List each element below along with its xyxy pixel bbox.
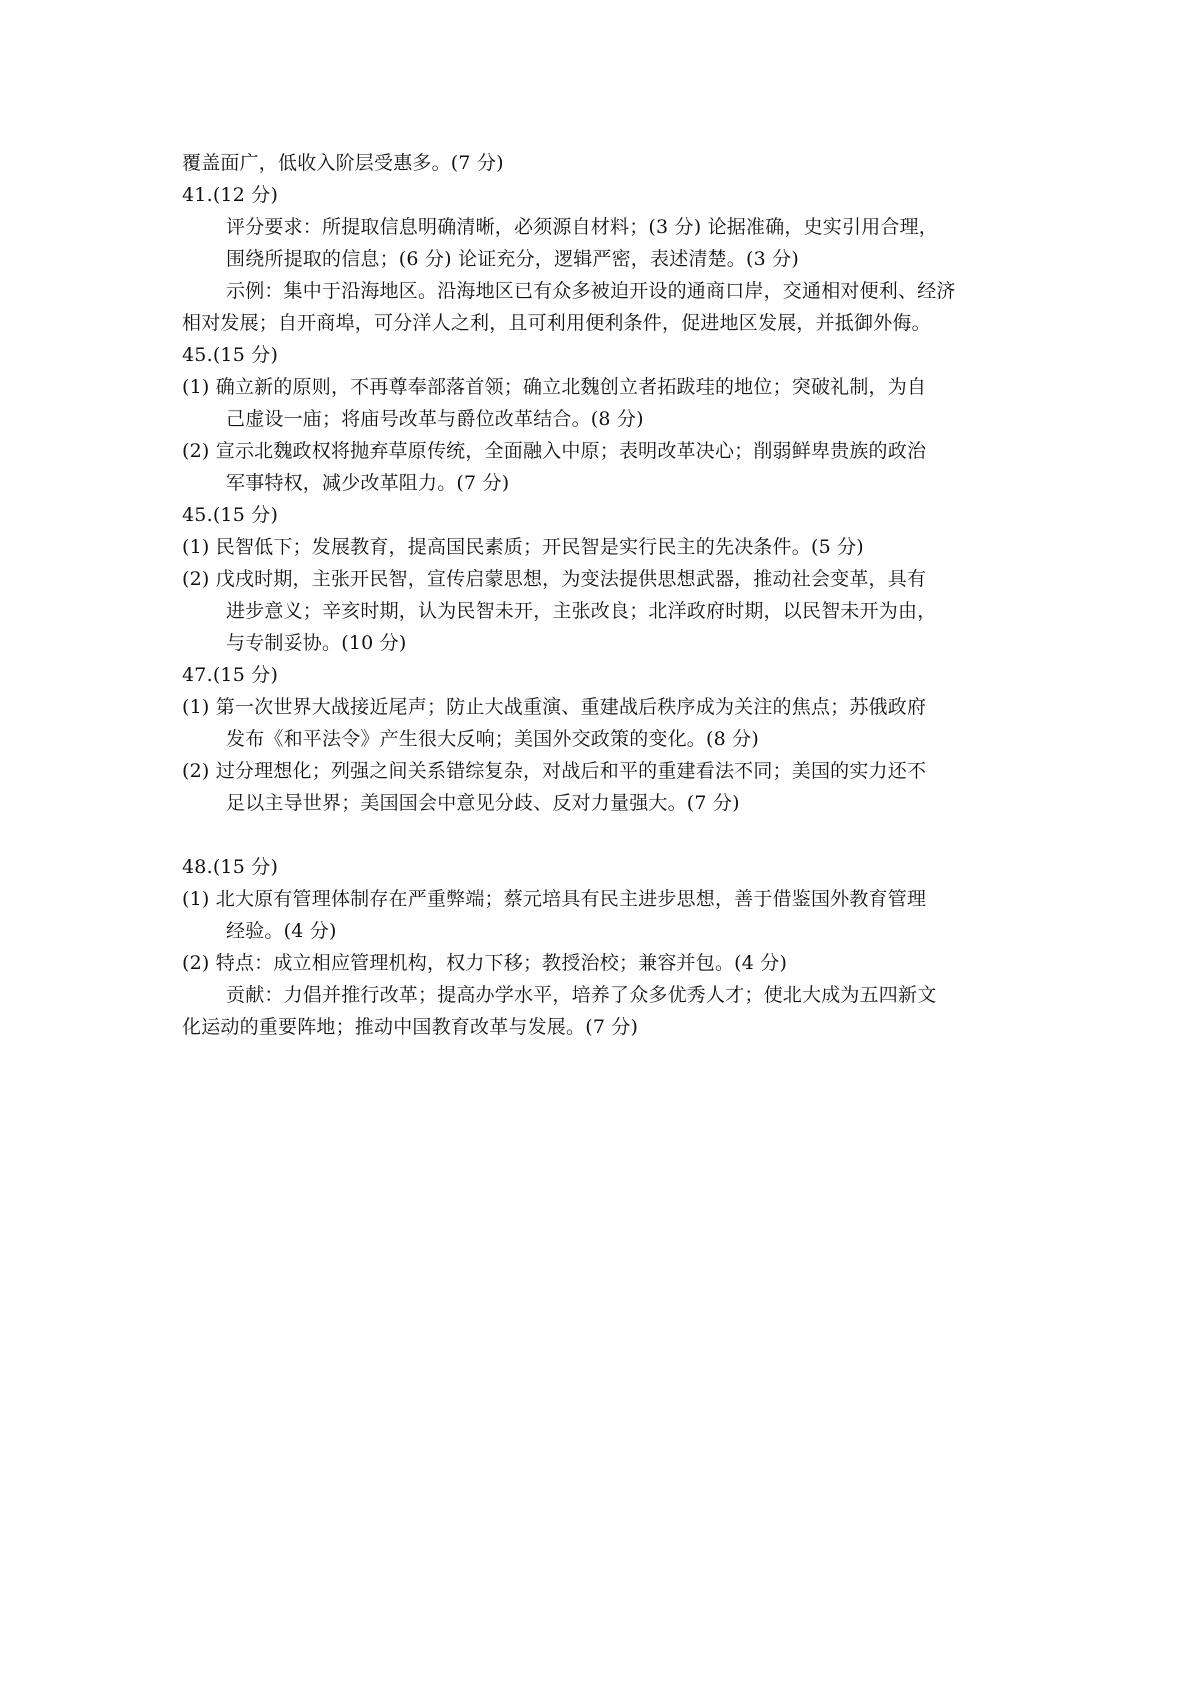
text-line: (2) 过分理想化；列强之间关系错综复杂，对战后和平的重建看法不同；美国的实力还不 [182,760,927,782]
text-line: 贡献：力倡并推行改革；提高办学水平，培养了众多优秀人才；使北大成为五四新文 [226,984,937,1006]
text-line: (1) 北大原有管理体制存在严重弊端；蔡元培具有民主进步思想，善于借鉴国外教育管理 [182,888,927,910]
text-line: 围绕所提取的信息；(6 分) 论证充分，逻辑严密，表述清楚。(3 分) [226,248,799,270]
question-47-heading: 47.(15 分) [182,664,279,686]
question-45-heading-second: 45.(15 分) [182,504,279,526]
text-line: 评分要求：所提取信息明确清晰，必须源自材料；(3 分) 论据准确，史实引用合理， [226,216,938,238]
text-line: (2) 戊戌时期，主张开民智，宣传启蒙思想，为变法提供思想武器，推动社会变革，具有 [182,568,927,590]
question-45-heading: 45.(15 分) [182,344,279,366]
text-line: 化运动的重要阵地；推动中国教育改革与发展。(7 分) [182,1016,639,1038]
text-line: 军事特权，减少改革阻力。(7 分) [226,472,510,494]
text-line: 进步意义；辛亥时期，认为民智未开，主张改良；北洋政府时期，以民智未开为由， [226,600,937,622]
text-line: (1) 确立新的原则，不再尊奉部落首领；确立北魏创立者拓跋珪的地位；突破礼制，为自 [182,376,927,398]
text-line: (1) 第一次世界大战接近尾声；防止大战重演、重建战后秩序成为关注的焦点；苏俄政府 [182,696,927,718]
question-41-heading: 41.(12 分) [182,184,279,206]
text-line: 足以主导世界；美国国会中意见分歧、反对力量强大。(7 分) [226,792,740,814]
text-line: 相对发展；自开商埠，可分洋人之利，且可利用便利条件，促进地区发展，并抵御外侮。 [182,312,931,334]
text-line: 与专制妥协。(10 分) [226,632,407,654]
text-line: (1) 民智低下；发展教育，提高国民素质；开民智是实行民主的先决条件。(5 分) [182,536,864,558]
text-line: 经验。(4 分) [226,920,337,942]
text-line: 示例：集中于沿海地区。沿海地区已有众多被迫开设的通商口岸，交通相对便利、经济 [226,280,956,302]
blank-line [182,819,1032,851]
text-line: 己虚设一庙；将庙号改革与爵位改革结合。(8 分) [226,408,644,430]
text-line: 覆盖面广，低收入阶层受惠多。(7 分) [182,152,504,174]
text-line: (2) 宣示北魏政权将抛弃草原传统，全面融入中原；表明改革决心；削弱鲜卑贵族的政治 [182,440,927,462]
question-48-heading: 48.(15 分) [182,856,279,878]
answer-key-text [182,147,1032,1043]
text-line: 发布《和平法令》产生很大反响；美国外交政策的变化。(8 分) [226,728,759,750]
text-line: (2) 特点：成立相应管理机构，权力下移；教授治校；兼容并包。(4 分) [182,952,788,974]
